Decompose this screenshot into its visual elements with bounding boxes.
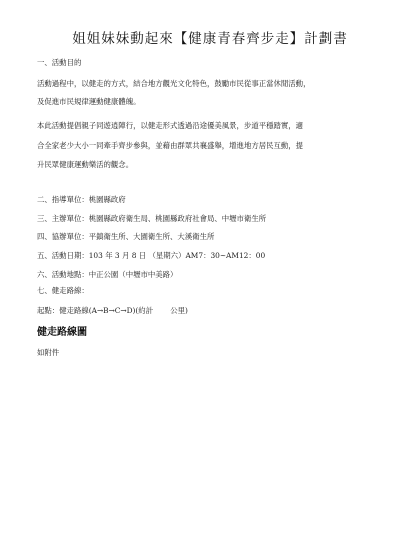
- purpose-paragraph-2-line-1: 本此活動提倡親子同遊逍陣行，以健走形式透過沿途優美風景，步道平穩踏實，適: [37, 121, 304, 130]
- route-detail-line: 起點：健走路線(A→B→C→D)(約計 公里): [37, 306, 188, 315]
- purpose-paragraph-1-line-2: 及促進市民規律運動健康體魄。: [37, 97, 141, 106]
- host-unit-line: 三、主辦單位：桃園縣政府衛生局、桃園縣政府社會局、中壢市衛生所: [37, 214, 267, 223]
- section-purpose-heading: 一、活動目的: [37, 58, 82, 67]
- purpose-paragraph-2-line-3: 升民眾健康運動樂活的觀念。: [37, 160, 134, 169]
- event-location-line: 六、活動地點：中正公園（中壢市中美路）: [37, 270, 178, 279]
- attachment-note: 如附件: [37, 348, 60, 357]
- purpose-paragraph-1-line-1: 活動過程中，以健走的方式，結合地方觀光文化特色，鼓勵市民從事正當休閒活動，: [37, 79, 311, 88]
- route-map-heading: 健走路線圖: [37, 327, 87, 338]
- document-title: 姐姐妹妹動起來【健康青春齊步走】計劃書: [72, 31, 348, 47]
- purpose-paragraph-2-line-2: 合全家老少大小一同牽手齊步參與，並藉由群眾共襄盛舉，增進地方居民互動，提: [37, 141, 304, 150]
- co-organizer-line: 四、協辦單位：平鎮衛生所、大園衛生所、大溪衛生所: [37, 232, 215, 241]
- walking-route-label: 七、健走路線：: [37, 286, 89, 295]
- guide-unit-line: 二、指導單位：桃園縣政府: [37, 195, 126, 204]
- event-date-line: 五、活動日期：103 年 3 月 8 日 （星期六）AM7：30~AM12：00: [37, 251, 266, 260]
